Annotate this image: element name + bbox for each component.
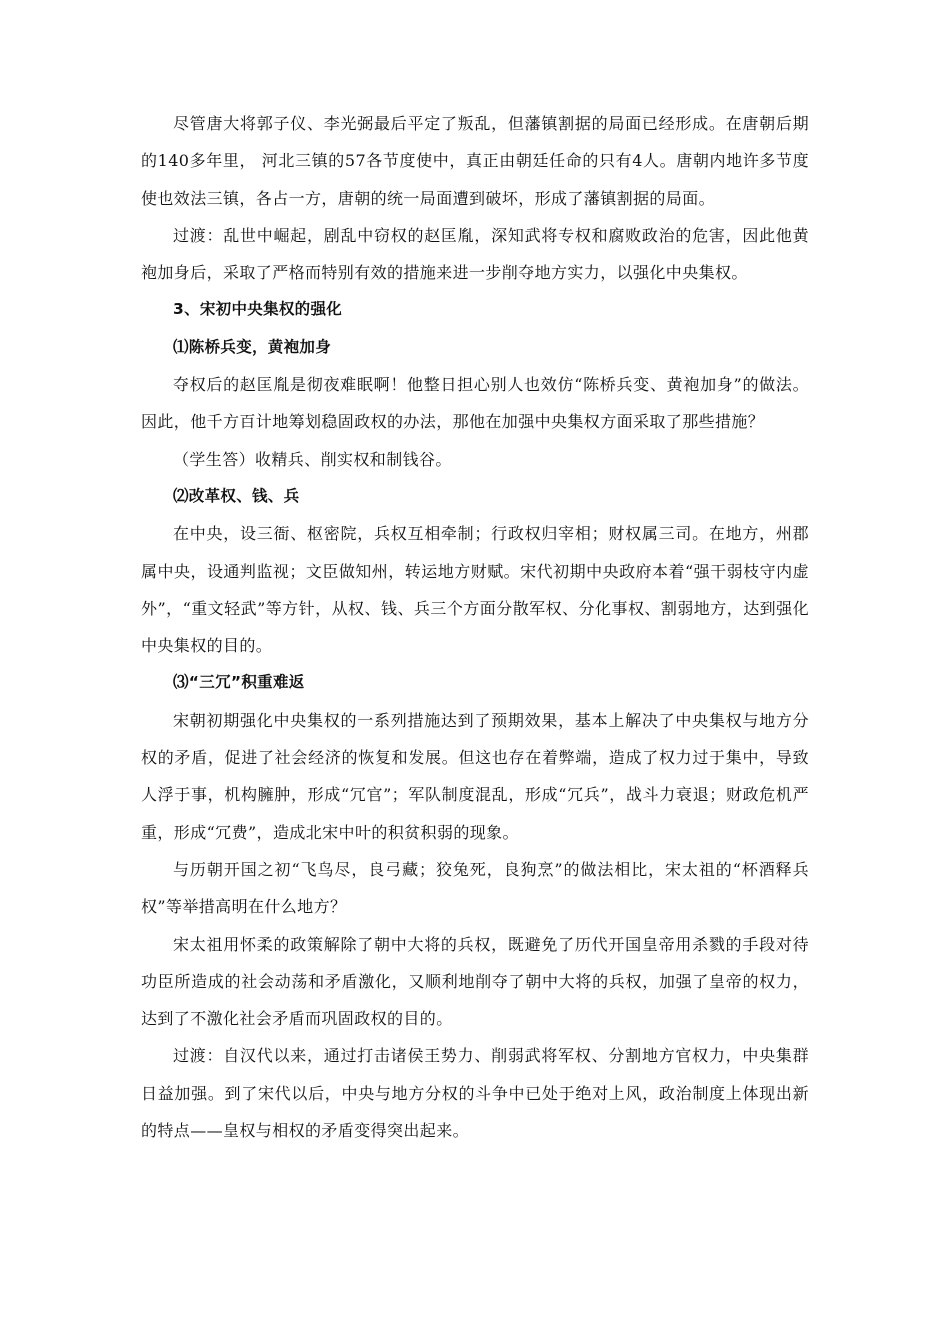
heading-sub-1: ⑴陈桥兵变，黄袍加身: [173, 337, 332, 356]
paragraph-zhao-kuangyin: 夺权后的赵匡胤是彻夜难眠啊！他整日担心别人也效仿“陈桥兵变、黄袍加身”的做法。因此，他千方百计地筹划稳固政权的办法，那他在加强中央集权方面采取了那些措施？: [141, 375, 809, 432]
paragraph-reform: 在中央，设三衙、枢密院，兵权互相牵制；行政权归宰相；财权属三司。在地方，州郡属中央，设通判监视；文臣做知州，转运地方财赋。宋代初期中央政府本着“强干弱枝守内虚外”，“重文轻武”等方针，从权、钱、兵三个方面分散军权、分化事权、割弱地方，达到强化中央集权的目的。: [141, 524, 809, 656]
paragraph-transition-1: 过渡：乱世中崛起，剧乱中窃权的赵匡胤，深知武将专权和腐败政治的危害，因此他黄袍加身后，采取了严格而特别有效的措施来进一步削夺地方实力，以强化中央集权。: [141, 225, 809, 283]
paragraph-transition-2: 过渡：自汉代以来，通过打击诸侯王势力、削弱武将军权、分割地方官权力，中央集群日益加强。到了宋代以后，中央与地方分权的斗争中已处于绝对上风，政治制度上体现出新的特点——皇权与相权的矛盾变得突出起来。: [141, 1046, 809, 1141]
paragraph-question: 与历朝开国之初“飞鸟尽，良弓藏；狡兔死，良狗烹”的做法相比，宋太祖的“杯酒释兵权”等举措高明在什么地方？: [141, 859, 809, 917]
paragraph-student-answer: （学生答）收精兵、削实权和制钱谷。: [173, 449, 452, 469]
paragraph-answer: 宋太祖用怀柔的政策解除了朝中大将的兵权，既避免了历代开国皇帝用杀戮的手段对待功臣所造成的社会动荡和矛盾激化，又顺利地削夺了朝中大将的兵权，加强了皇帝的权力，达到了不激化社会矛盾而巩固政权的目的。: [141, 934, 809, 1029]
paragraph-fanzhen-geju: 尽管唐大将郭子仪、李光弼最后平定了叛乱，但藩镇割据的局面已经形成。在唐朝后期的140多年里， 河北三镇的57各节度使中，真正由朝廷任命的只有4人。唐朝内地许多节度使也效法三镇，各占一方，唐朝的统一局面遭到破坏，形成了藩镇割据的局面。: [141, 114, 809, 208]
heading-sub-2: ⑵改革权、钱、兵: [173, 486, 300, 505]
heading-sub-3: ⑶“三冗”积重难返: [173, 673, 305, 692]
document-body: [141, 105, 809, 1149]
heading-section-3: 3、宋初中央集权的强化: [173, 300, 343, 319]
paragraph-san-rong: 宋朝初期强化中央集权的一系列措施达到了预期效果，基本上解决了中央集权与地方分权的矛盾，促进了社会经济的恢复和发展。但这也存在着弊端，造成了权力过于集中，导致人浮于事，机构臃肿，形成“冗官”；军队制度混乱，形成“冗兵”，战斗力衰退；财政危机严重，形成“冗费”，造成北宋中叶的积贫积弱的现象。: [141, 710, 809, 842]
